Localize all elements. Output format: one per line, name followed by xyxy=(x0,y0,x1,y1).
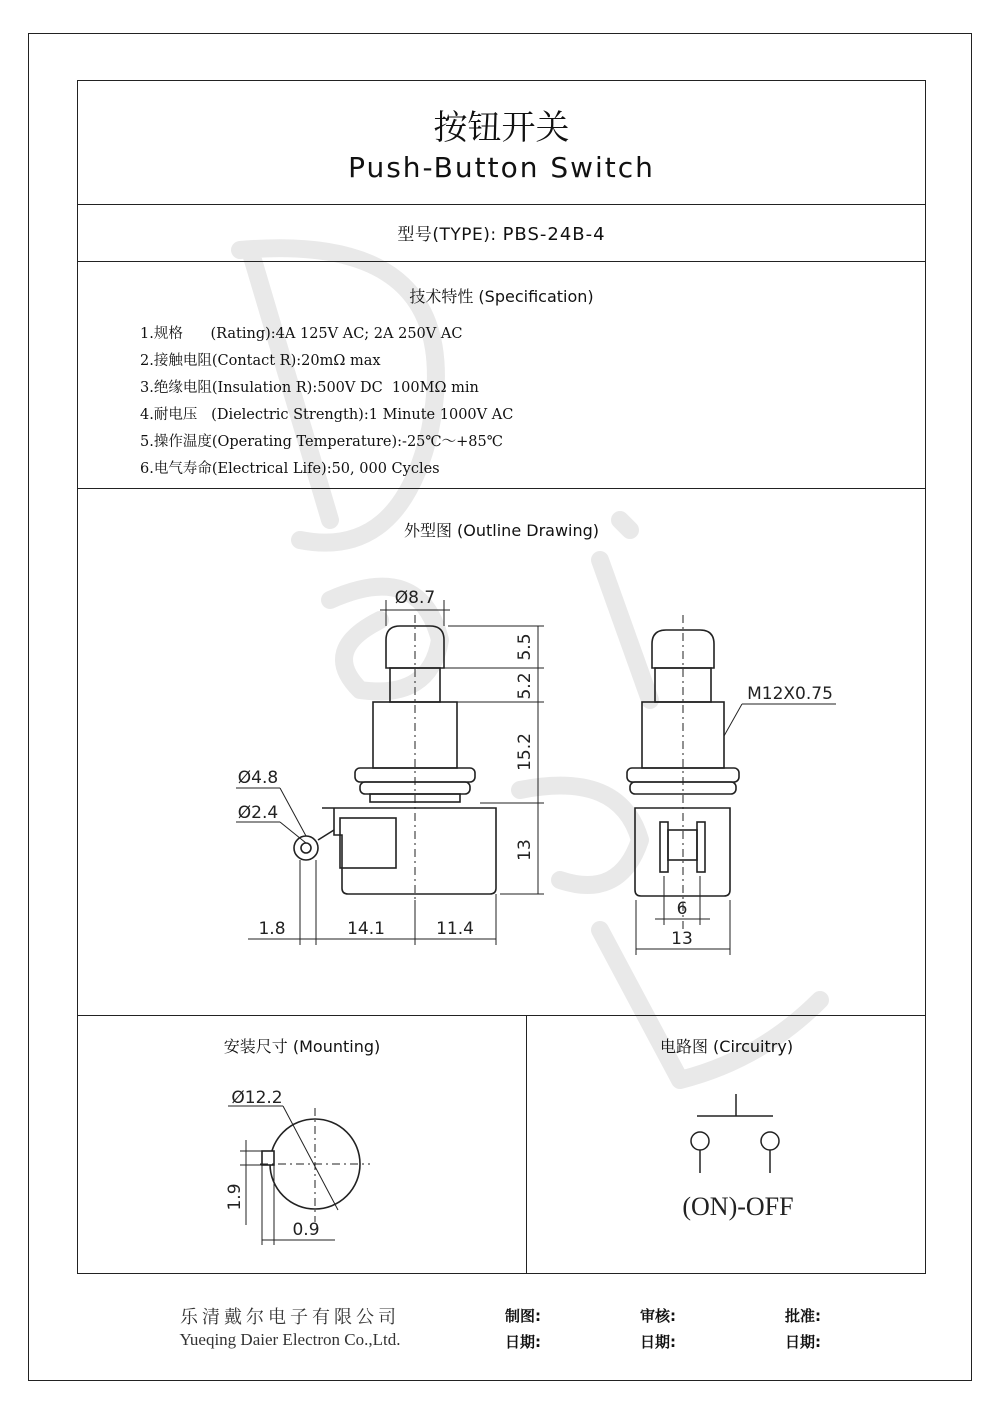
dim-thread-spec: M12X0.75 xyxy=(747,684,833,704)
mount-key-height: 1.9 xyxy=(225,1183,245,1211)
dim-body-height: 13 xyxy=(515,839,535,861)
spec-heading: 技术特性 (Specification) xyxy=(409,287,594,306)
mounting-heading: 安装尺寸 (Mounting) xyxy=(223,1037,381,1056)
circuit-label: (ON)-OFF xyxy=(682,1192,794,1221)
circuitry-heading: 电路图 (Circuitry) xyxy=(659,1037,794,1056)
date-label: 日期: xyxy=(505,1333,541,1351)
checked-by-label: 审核: xyxy=(640,1307,676,1325)
dim-width-1: 1.8 xyxy=(258,919,286,939)
dim-cap-height: 5.5 xyxy=(515,633,535,661)
mount-diameter: Ø12.2 xyxy=(231,1088,283,1108)
company-name-chinese: 乐清戴尔电子有限公司 xyxy=(180,1307,400,1328)
type-label: 型号(TYPE): xyxy=(397,225,497,245)
type-value: PBS-24B-4 xyxy=(502,224,606,245)
mount-key-width: 0.9 xyxy=(292,1220,320,1240)
approved-by-label: 批准: xyxy=(785,1307,821,1325)
spec-item: 2.接触电阻(Contact R):20mΩ max xyxy=(140,353,381,369)
dim-stem-height: 5.2 xyxy=(515,672,535,700)
date-label: 日期: xyxy=(785,1333,821,1351)
spec-item: 5.操作温度(Operating Temperature):-25℃～+85℃ xyxy=(140,434,503,450)
dim-side-inner: 6 xyxy=(676,899,688,919)
dim-thread-height: 15.2 xyxy=(515,733,535,771)
dim-hole-outer: Ø4.8 xyxy=(237,768,279,788)
dim-width-3: 11.4 xyxy=(436,919,474,939)
title-english: Push-Button Switch xyxy=(348,151,655,184)
spec-item: 3.绝缘电阻(Insulation R):500V DC 100MΩ min xyxy=(140,380,479,396)
title-chinese: 按钮开关 xyxy=(433,108,570,148)
date-label: 日期: xyxy=(640,1333,676,1351)
dim-hole-inner: Ø2.4 xyxy=(237,803,279,823)
spec-item: 6.电气寿命(Electrical Life):50, 000 Cycles xyxy=(140,461,440,477)
contact-terminal xyxy=(761,1132,779,1150)
spec-item: 1.规格 (Rating):4A 125V AC; 2A 250V AC xyxy=(140,326,463,342)
dim-side-outer: 13 xyxy=(671,929,693,949)
dim-width-2: 14.1 xyxy=(347,919,385,939)
dim-cap-diameter: Ø8.7 xyxy=(394,588,436,608)
contact-terminal xyxy=(691,1132,709,1150)
drawn-by-label: 制图: xyxy=(505,1307,541,1325)
outline-heading: 外型图 (Outline Drawing) xyxy=(403,521,600,540)
spec-item: 4.耐电压 (Dielectric Strength):1 Minute 1000V AC xyxy=(140,407,514,423)
company-name-english: Yueqing Daier Electron Co.,Ltd. xyxy=(179,1330,401,1349)
